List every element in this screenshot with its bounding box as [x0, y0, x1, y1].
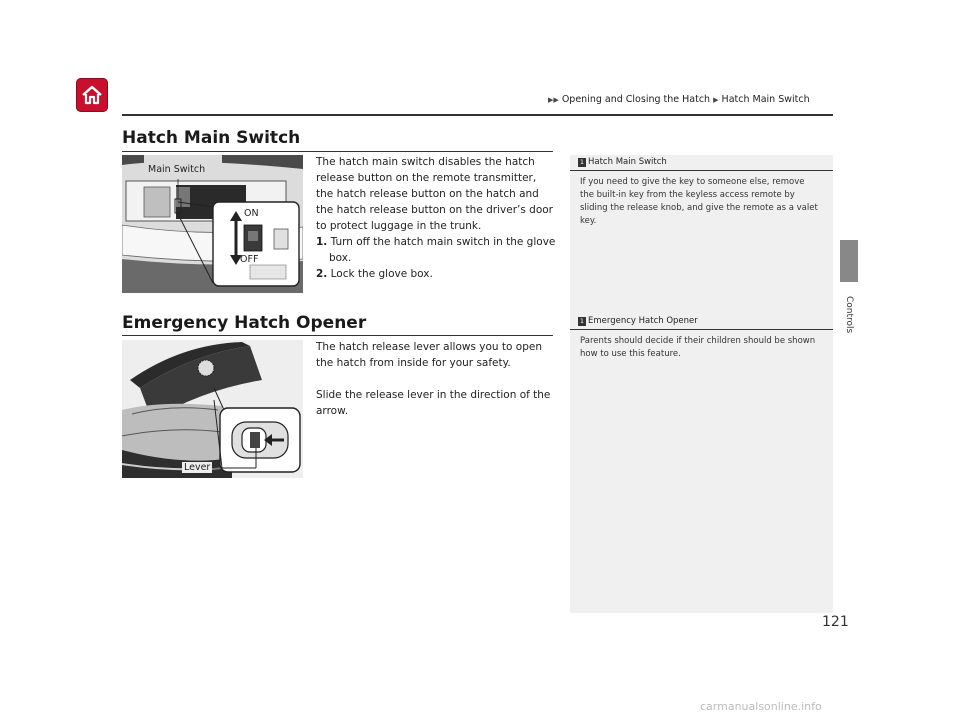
- section-title-emergency-hatch-opener: Emergency Hatch Opener: [122, 313, 367, 333]
- side-tab-marker: [840, 240, 858, 282]
- step-text: Lock the glove box.: [330, 268, 433, 280]
- figure-hatch-main-switch: [122, 155, 303, 293]
- section1-intro: The hatch main switch disables the hatch release button on the remote transmitter, the hatch release button on the hatch and the hatch release button on the driver’s door to protect luggage in the trunk.: [316, 156, 553, 232]
- step-number: 2.: [316, 268, 328, 280]
- breadcrumb-link-opening-closing-hatch[interactable]: Opening and Closing the Hatch: [561, 94, 711, 105]
- breadcrumb-arrow-icon: ▶▶: [548, 96, 559, 104]
- header-rule: [122, 114, 833, 116]
- figure-label-lever: Lever: [184, 462, 211, 473]
- section-title-hatch-main-switch: Hatch Main Switch: [122, 128, 301, 148]
- figure-label-on: ON: [244, 208, 259, 219]
- step-2: [316, 266, 556, 282]
- note-header: [570, 316, 833, 330]
- section2-para-1: The hatch release lever allows you to open the hatch from inside for your safety.: [316, 341, 542, 369]
- figure-emergency-hatch-opener: [122, 340, 303, 478]
- section-rule: [122, 335, 553, 336]
- note-hatch-main-switch: [570, 157, 833, 228]
- breadcrumb-arrow-icon: ▶: [713, 96, 719, 104]
- step-number: 1.: [316, 236, 328, 248]
- section-rule: [122, 151, 553, 152]
- note-reference-icon: 1: [579, 157, 585, 166]
- note-title[interactable]: Emergency Hatch Opener: [588, 316, 698, 326]
- paragraph-spacer: [316, 371, 556, 387]
- step-1: [316, 234, 556, 266]
- note-text: Parents should decide if their children should be shown how to use this feature.: [580, 336, 816, 359]
- footer-watermark: carmanualsonline.info: [700, 700, 822, 713]
- note-title[interactable]: Hatch Main Switch: [588, 157, 667, 167]
- note-emergency-hatch-opener: [570, 316, 833, 361]
- note-text: If you need to give the key to someone else, remove the built-in key from the keyless access remote by sliding the release knob, and give the remote as a valet key.: [580, 177, 818, 226]
- section2-para-2: Slide the release lever in the direction of the arrow.: [316, 389, 551, 417]
- note-reference-icon: 1: [579, 316, 585, 325]
- figure-label-off: OFF: [240, 254, 259, 265]
- section1-body: [316, 154, 556, 282]
- breadcrumb: [548, 94, 810, 105]
- page-number: 121: [822, 614, 849, 630]
- figure-label-main-switch: Main Switch: [148, 164, 206, 175]
- step-text: Turn off the hatch main switch in the glove box.: [329, 236, 556, 264]
- home-icon: [80, 83, 104, 107]
- side-tab-label[interactable]: Controls: [844, 296, 854, 334]
- home-button[interactable]: [76, 78, 108, 112]
- breadcrumb-link-hatch-main-switch[interactable]: Hatch Main Switch: [721, 94, 810, 105]
- note-header: [570, 157, 833, 171]
- section2-body: [316, 339, 556, 419]
